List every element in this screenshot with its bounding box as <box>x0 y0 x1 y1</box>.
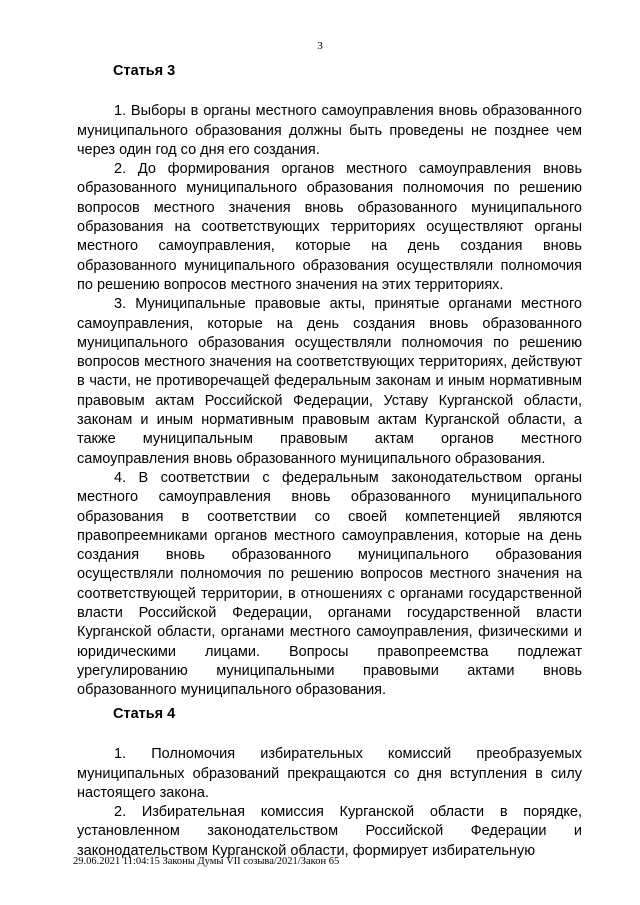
article-4-paragraph-1: 1. Полномочия избирательных комиссий преобразуемых муниципальных образований прекращаются со дня вступления в силу настоящего закона. <box>77 746 582 801</box>
article-3 <box>77 62 582 701</box>
document-footer: 29.06.2021 11:04:15 Законы Думы VII созыва/2021/Закон 65 <box>73 856 340 867</box>
article-4-heading: Статья 4 <box>113 706 176 722</box>
article-3-paragraph-3: 3. Муниципальные правовые акты, принятые органами местного самоуправления, которые на день создания вновь образованного муниципального образования осуществляли полномочия по решению вопросов местного значения на соответствующих территориях, действуют в части, не противоречащей федеральным законам и иным нормативным правовым актам Российской Федерации, Уставу Курганской области, законам и иным нормативным правовым актам Курганской области, а также муниципальным правовым актам органов местного самоуправления вновь образованного муниципального образования. <box>77 296 582 467</box>
article-3-paragraph-2: 2. До формирования органов местного самоуправления вновь образованного муниципального образования полномочия по решению вопросов местного значения вновь образованного муниципального образования на соответствующих территориях осуществляют органы местного самоуправления, которые на день создания вновь образованного муниципального образования осуществляли полномочия по решению вопросов местного значения на этих территориях. <box>77 161 582 293</box>
article-4-paragraph-2: 2. Избирательная комиссия Курганской области в порядке, установленном законодательством Российской Федерации и законодательством Курганской области, формирует избирательную <box>77 804 582 859</box>
article-3-heading: Статья 3 <box>113 63 176 79</box>
article-4 <box>77 705 582 861</box>
page-number: 3 <box>317 40 323 52</box>
article-3-paragraph-1: 1. Выборы в органы местного самоуправления вновь образованного муниципального образования должны быть проведены не позднее чем через один год со дня его создания. <box>77 103 582 158</box>
article-3-paragraph-4: 4. В соответствии с федеральным законодательством органы местного самоуправления вновь образованного муниципального образования в соответствии со своей компетенцией являются правопреемниками органов местного самоуправления, которые на день создания вновь образованного муниципального образования осуществляли полномочия по решению вопросов местного значения на соответствующей территории, в отношениях с органами государственной власти Российской Федерации, органами государственной власти Курганской области, органами местного самоуправления, физическими и юридическими лицами. Вопросы правопреемства подлежат урегулированию муниципальными правовыми актами вновь образованного муниципального образования. <box>77 469 582 699</box>
